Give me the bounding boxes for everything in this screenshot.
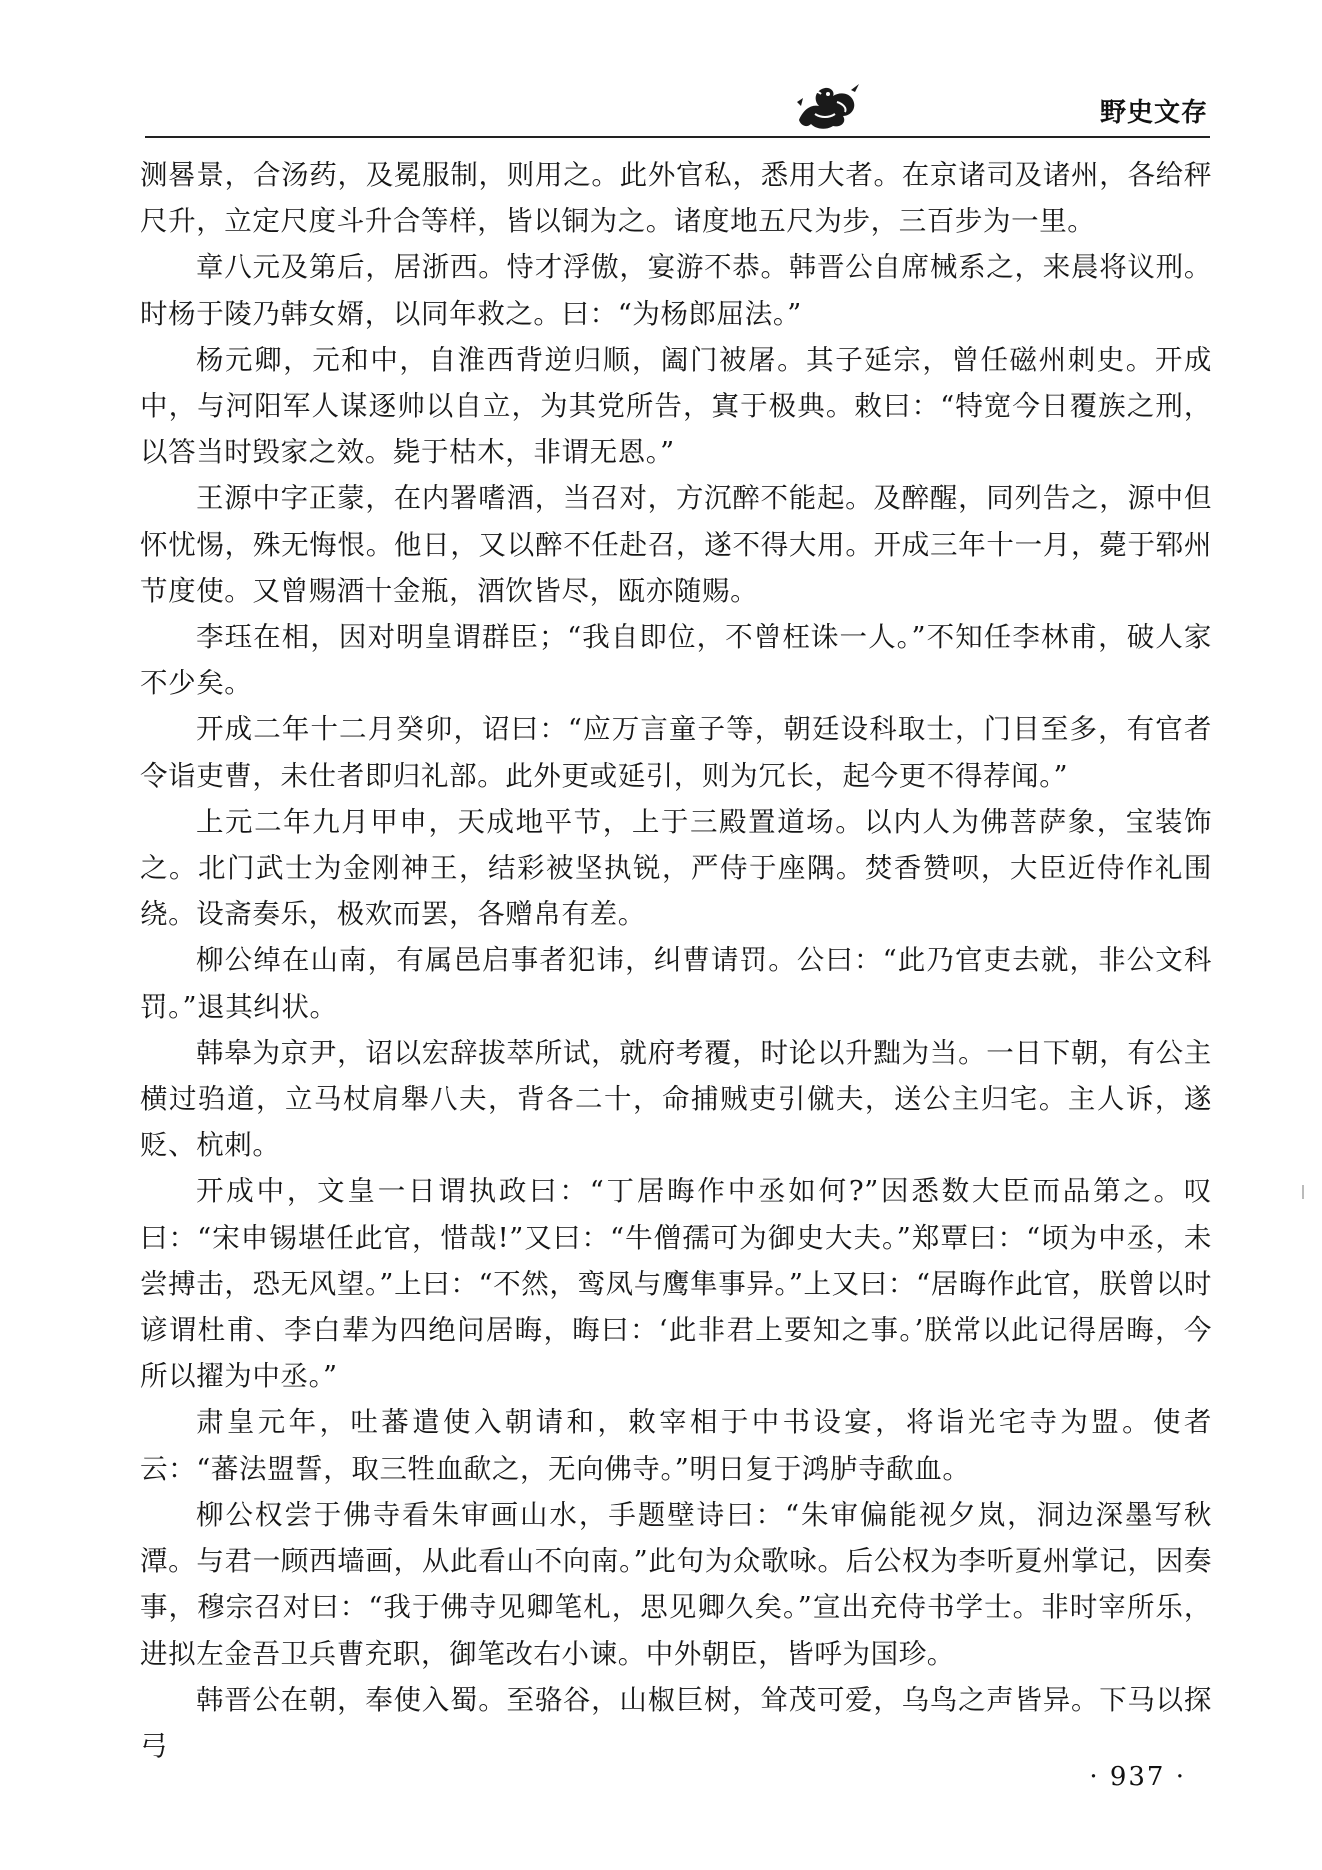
paragraph: 肃皇元年，吐蕃遣使入朝请和，敕宰相于中书设宴，将诣光宅寺为盟。使者云：“蕃法盟誓，取三牲血歃之，无向佛寺。”明日复于鸿胪寺歃血。 [140,1406,1212,1485]
paragraph: 柳公权尝于佛寺看朱审画山水，手题壁诗曰：“朱审偏能视夕岚，洞边深墨写秋潭。与君一顾西墙画，从此看山不向南。”此句为众歌咏。后公权为李听夏州掌记，因奏事，穆宗召对曰：“我于佛寺见卿笔札，思见卿久矣。”宣出充侍书学士。非时宰所乐，进拟左金吾卫兵曹充职，御笔改右小谏。中外朝臣，皆呼为国珍。 [140,1498,1212,1670]
dragon-emblem-icon [793,80,863,132]
book-title: 野史文存 [1099,98,1208,128]
paragraph: 李珏在相，因对明皇谓群臣；“我自即位，不曾枉诛一人。”不知任李林甫，破人家不少矣。 [140,621,1212,700]
paragraph: 测晷景，合汤药，及冕服制，则用之。此外官私，悉用大者。在京诸司及诸州，各给秤尺升，立定尺度斗升合等样，皆以铜为之。诸度地五尺为步，三百步为一里。 [140,159,1212,238]
page-number: · 937 · [1089,1762,1186,1792]
paragraph: 开成中，文皇一日谓执政曰：“丁居晦作中丞如何?”因悉数大臣而品第之。叹曰：“宋申锡堪任此官，惜哉!”又曰：“牛僧孺可为御史大夫。”郑覃曰：“顷为中丞，未尝搏击，恐无风望。”上曰：“不然，鸾凤与鹰隼事异。”上又曰：“居晦作此官，朕曾以时谚谓杜甫、李白辈为四绝问居晦，晦曰：‘此非君上要知之事。’朕常以此记得居晦，今所以擢为中丞。” [140,1175,1212,1393]
paragraph: 开成二年十二月癸卯，诏曰：“应万言童子等，朝廷设科取士，门目至多，有官者令诣吏曹，未仕者即归礼部。此外更或延引，则为冗长，起今更不得荐闻。” [140,713,1212,792]
paragraph: 章八元及第后，居浙西。恃才浮傲，宴游不恭。韩晋公自席械系之，来晨将议刑。时杨于陵乃韩女婿，以同年救之。曰：“为杨郎屈法。” [140,251,1212,330]
paragraph: 韩晋公在朝，奉使入蜀。至骆谷，山椒巨树，耸茂可爱，乌鸟之声皆异。下马以探弓 [140,1683,1212,1762]
header-divider [145,136,1210,138]
paragraph: 柳公绰在山南，有属邑启事者犯讳，纠曹请罚。公曰：“此乃官吏去就，非公文科罚。”退其纠状。 [140,944,1212,1023]
running-header [145,78,1210,138]
paragraph: 上元二年九月甲申，天成地平节，上于三殿置道场。以内人为佛菩萨象，宝装饰之。北门武士为金刚神王，结彩被坚执锐，严侍于座隅。焚香赞呗，大臣近侍作礼围绕。设斋奏乐，极欢而罢，各赠帛有差。 [140,805,1212,931]
paragraph: 韩皋为京尹，诏以宏辞拔萃所试，就府考覆，时论以升黜为当。一日下朝，有公主横过驺道，立马杖肩舉八夫，背各二十，命捕贼吏引僦夫，送公主归宅。主人诉，遂贬、杭刺。 [140,1036,1212,1162]
paragraph: 杨元卿，元和中，自淮西背逆归顺，阖门被屠。其子延宗，曾任磁州刺史。开成中，与河阳军人谋逐帅以自立，为其党所告，寘于极典。敕曰：“特宽今日覆族之刑，以答当时毁家之效。毙于枯木，非谓无恩。” [140,343,1212,469]
main-text [140,152,1212,1769]
paragraph: 王源中字正蒙，在内署嗜酒，当召对，方沉醉不能起。及醉醒，同列告之，源中但怀忧惕，殊无悔恨。他日，又以醉不任赴召，遂不得大用。开成三年十一月，薨于郓州节度使。又曾赐酒十金瓶，酒饮皆尽，瓯亦随赐。 [140,482,1212,607]
scan-edge-mark [1302,1185,1304,1199]
